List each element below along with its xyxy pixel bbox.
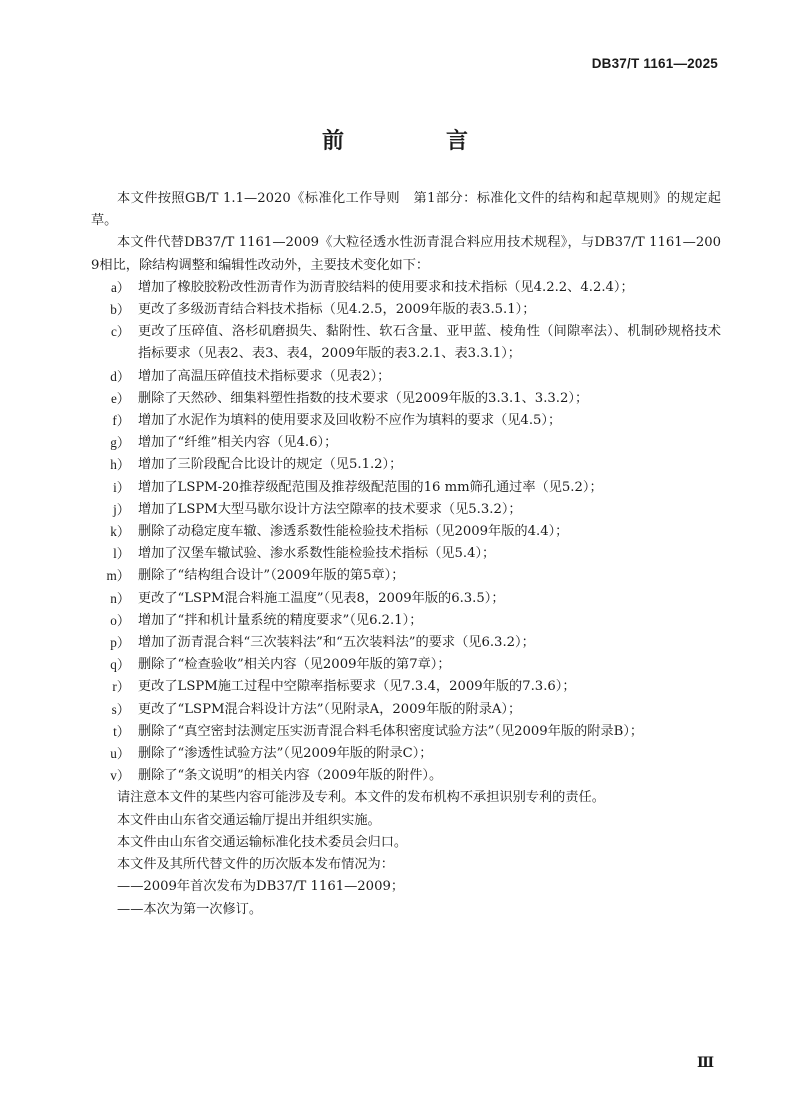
list-item (91, 454, 721, 476)
list-marker: r） (112, 679, 130, 695)
paragraph-patent-notice: 请注意本文件的某些内容可能涉及专利。本文件的发布机构不承担识别专利的责任。 (117, 790, 605, 806)
list-marker: o） (110, 612, 130, 628)
document-code: DB37/T 1161—2025 (591, 56, 718, 71)
list-item (91, 410, 721, 432)
list-marker: q） (110, 657, 130, 673)
list-text: 增加了沥青混合料“三次装料法”和“五次装料法”的要求（见6.3.2）； (138, 635, 535, 651)
list-item (91, 499, 721, 521)
list-text: 增加了汉堡车辙试验、渗水系数性能检验技术指标（见5.4）； (138, 546, 496, 562)
list-item (91, 721, 721, 743)
list-text: 更改了压碎值、洛杉矶磨损失、黏附性、软石含量、亚甲蓝、棱角性（间隙率法）、机制砂规格技术指标要求（见表2、表3、表4，2009年版的表3.2.1、表3.3.1）； (138, 324, 721, 362)
paragraph-history-intro: 本文件及其所代替文件的历次版本发布情况为： (117, 857, 394, 873)
list-item (91, 654, 721, 676)
list-marker: g） (110, 435, 130, 451)
list-marker: f） (112, 413, 130, 429)
list-item (91, 366, 721, 388)
list-text: 删除了“真空密封法测定压实沥青混合料毛体积密度试验方法”（见2009年版的附录B）； (138, 723, 644, 739)
list-marker: a） (110, 279, 130, 295)
list-text: 删除了“结构组合设计”（2009年版的第5章）； (138, 568, 405, 584)
list-marker: d） (110, 368, 130, 384)
list-marker: e） (110, 390, 130, 406)
list-item (91, 632, 721, 654)
list-item (91, 543, 721, 565)
page-number: Ⅲ (696, 1056, 714, 1071)
history-entry: ——本次为第一次修订。 (117, 901, 263, 917)
list-text: 更改了多级沥青结合料技术指标（见4.2.5，2009年版的表3.5.1）； (138, 302, 536, 318)
list-text: 增加了“纤维”相关内容（见4.6）； (138, 435, 338, 451)
list-text: 更改了LSPM施工过程中空隙率指标要求（见7.3.4，2009年版的7.3.6）； (138, 679, 576, 695)
list-item (91, 743, 721, 765)
list-text: 增加了橡胶胶粉改性沥青作为沥青胶结料的使用要求和技术指标（见4.2.2、4.2.4）； (138, 279, 634, 295)
list-text: 更改了“LSPM混合料施工温度”（见表8，2009年版的6.3.5）； (138, 590, 505, 606)
paragraph-committee: 本文件由山东省交通运输标准化技术委员会归口。 (117, 834, 408, 850)
list-item (91, 610, 721, 632)
list-marker: v） (110, 768, 130, 784)
list-text: 删除了“渗透性试验方法”（见2009年版的附录C）； (138, 746, 433, 762)
page-title: 前 言 (321, 129, 508, 154)
list-marker: s） (111, 701, 130, 717)
list-text: 更改了“LSPM混合料设计方法”（见附录A，2009年版的附录A）； (138, 701, 522, 717)
list-text: 删除了“条文说明”的相关内容（2009年版的附件）。 (138, 768, 443, 784)
list-text: 增加了LSPM大型马歇尔设计方法空隙率的技术要求（见5.3.2）； (138, 501, 522, 517)
list-marker: u） (110, 746, 130, 762)
paragraph-replacement: 本文件代替DB37/T 1161—2009《大粒径透水性沥青混合料应用技术规程》，与DB37/T 1161—2009相比，除结构调整和编辑性改动外，主要技术变化如下： (91, 235, 721, 273)
list-item (91, 765, 721, 787)
list-marker: n） (110, 590, 130, 606)
list-item (91, 588, 721, 610)
list-item (91, 565, 721, 587)
list-item (91, 299, 721, 321)
list-marker: b） (110, 302, 130, 318)
list-marker: p） (110, 635, 130, 651)
list-item (91, 277, 721, 299)
list-item (91, 321, 721, 365)
list-text: 增加了高温压碎值技术指标要求（见表2）； (138, 368, 391, 384)
history-entry: ——2009年首次发布为DB37/T 1161—2009； (117, 879, 405, 895)
list-marker: i） (113, 479, 130, 495)
list-item (91, 676, 721, 698)
list-marker: t） (113, 723, 130, 739)
list-text: 删除了“检查验收”相关内容（见2009年版的第7章）； (138, 657, 451, 673)
list-item (91, 388, 721, 410)
list-text: 增加了LSPM-20推荐级配范围及推荐级配范围的16 mm筛孔通过率（见5.2）； (138, 479, 603, 495)
list-text: 删除了天然砂、细集料塑性指数的技术要求（见2009年版的3.3.1、3.3.2）； (138, 390, 589, 406)
list-item (91, 521, 721, 543)
list-text: 增加了三阶段配合比设计的规定（见5.1.2）； (138, 457, 403, 473)
foreword-body (91, 188, 721, 921)
list-marker: m） (106, 568, 130, 584)
list-marker: j） (113, 501, 130, 517)
list-item (91, 699, 721, 721)
list-text: 增加了水泥作为填料的使用要求及回收粉不应作为填料的要求（见4.5）； (138, 413, 562, 429)
list-marker: h） (110, 457, 130, 473)
list-item (91, 477, 721, 499)
list-marker: k） (110, 524, 130, 540)
changes-list (91, 277, 721, 788)
list-marker: l） (113, 546, 130, 562)
list-marker: c） (110, 324, 130, 340)
paragraph-drafting-rules: 本文件按照GB/T 1.1—2020《标准化工作导则 第1部分：标准化文件的结构和起草规则》的规定起草。 (91, 191, 721, 229)
paragraph-proposer: 本文件由山东省交通运输厅提出并组织实施。 (117, 812, 381, 828)
list-text: 删除了动稳定度车辙、渗透系数性能检验技术指标（见2009年版的4.4）； (138, 524, 569, 540)
list-text: 增加了“拌和机计量系统的精度要求”（见6.2.1）； (138, 612, 423, 628)
list-item (91, 432, 721, 454)
